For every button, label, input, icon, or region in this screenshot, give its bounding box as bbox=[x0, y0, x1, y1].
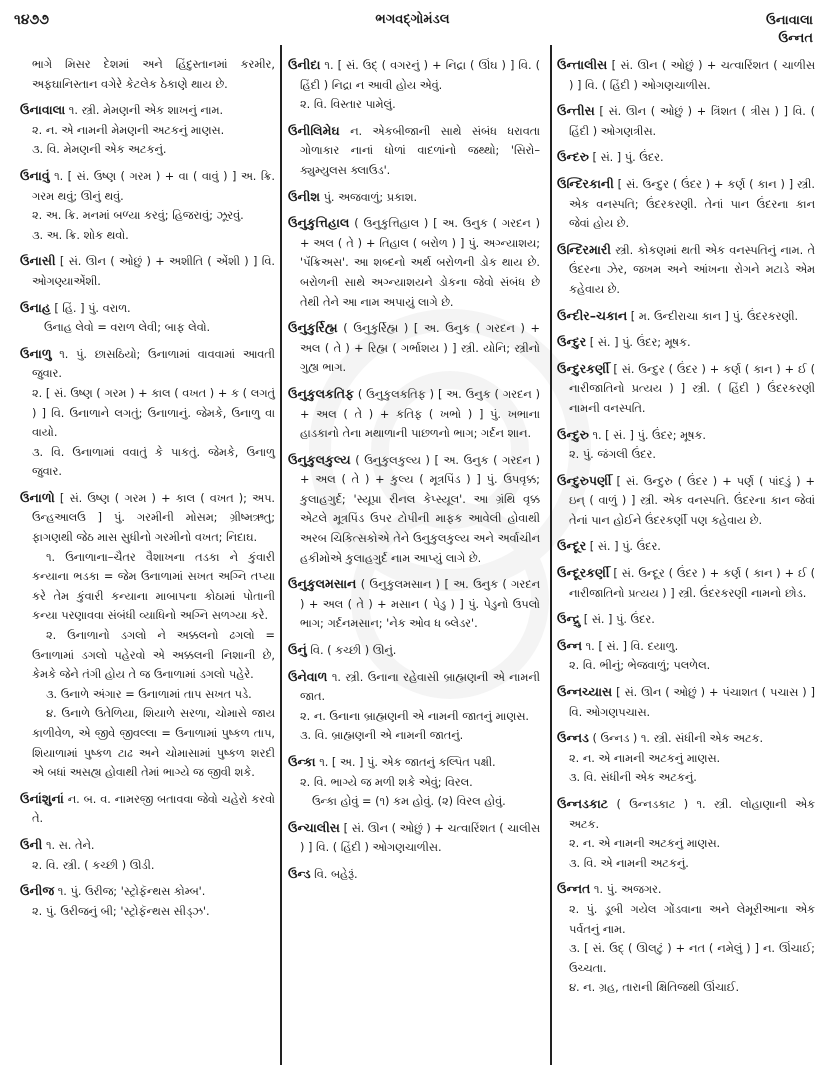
headword: ઉનુકુર્રિહ્મ bbox=[288, 320, 338, 336]
dictionary-entry bbox=[557, 794, 815, 873]
definition: [ સં. ] પું. ઉંદર. bbox=[589, 540, 661, 554]
dictionary-entry bbox=[20, 166, 275, 245]
dictionary-entry bbox=[288, 667, 540, 746]
proverb: ૧. ઉનાળાના–ચૈતર વૈશાખના તડકા ને કુંવારી કન્યાના ભડકા = જેમ ઉનાળામાં સખત અગ્નિ તપ્યા કરે તેમ કુંવારી કન્યાના માબાપના કોઠામાં પોતાની કન્યા પરણાવવા સંબંધી વ્યાધિનો અગ્નિ સળગ્યા કરે. bbox=[32, 550, 275, 623]
definition: ૧. સ્ત્રી. મેમણની એક શાખનું નામ. bbox=[68, 104, 224, 118]
definition: ભાગે મિસર દેશમાં અને હિંદુસ્તાનમાં કરમીર, અફઘાનિસ્તાન વગેરે કેટલેક ઠેકાણે થાય છે. bbox=[32, 58, 275, 91]
definition: [ સં. ઉષ્ણ ( ગરમ ) + કાલ ( વખત ); અપ. ઉન્હઆલઉ ] પું. ગરમીની મોસમ; ગ્રીષ્મઋતુ; ફાગણથી જેઠ માસ સુધીનો ગરમીનો વખત; નિદાઘ. bbox=[32, 491, 275, 545]
definition: ( ઉનુકુલમસાન ) [ અ. ઉનુક ( ગરદન ) + અલ ( તે ) + મસાન ( પેડુ ) ] પું. પેડુનો ઉપલો ભાગ; ગર્દનમસાન; 'નેક ઓવ ધ બ્લેડર'. bbox=[300, 578, 541, 631]
headword: ઉન્દરુ bbox=[557, 149, 589, 165]
proverb: ૩. ઉનાળે અંગાર = ઉનાળામાં તાપ સખત પડે. bbox=[46, 687, 252, 701]
headword: ઉનું bbox=[288, 642, 307, 658]
definition: ( ઉનુકુર્રિહ્મ ) [ અ. ઉનુક ( ગરદન ) + અલ ( તે ) + રિહ્મ ( ગર્ભાશય ) ] સ્ત્રી. યોનિ; સ્ત્રીનો ગુહ્ય ભાગ. bbox=[300, 322, 540, 375]
headword: ઉનીલિમેઘ bbox=[288, 122, 340, 138]
sense: ૨. ન. એ નામની અટકનું માણસ. bbox=[569, 751, 721, 765]
sense: ૨. વિ. વિસ્તાર પામેલું. bbox=[300, 98, 396, 112]
headword: ઉન્દુર bbox=[557, 334, 587, 350]
definition: [ સં. ] પું. ઉંદર. bbox=[583, 613, 655, 627]
headword: ઉનાવાલા bbox=[20, 102, 66, 118]
definition: ( ઉનુકુલકુલ્ય ) [ અ. ઉનુક ( ગરદન ) + અલ ( તે ) + કુલ્ય ( મૂત્રપિંડ ) ] પું. ઉપવૃક્ક; કુલાહગુર્દ; 'સ્યૂપ્રા રીનલ કેપ્સ્યૂલ'. આ ગ્રંથિ વૃક્ક એટલે મૂત્રપિંડ ઉપર ટોપીની માફક આવેલી હોવાથી અરબ ચિકિત્સકોએ તેને ઉનુકુલકુલ્ય અને અર્વાચીન હકીમોએ કુલાહગુર્દ નામ આપ્યું લાગે છે. bbox=[300, 453, 541, 565]
headword: ઉનુકુલમસાન bbox=[288, 576, 357, 592]
headword: ઉનુકુત્તિહાલ bbox=[288, 215, 350, 231]
sense: ૩. વિ. બ્રાહ્મણની એ નામની જાતનું. bbox=[300, 729, 464, 743]
guide-word-last: ઉન્નત bbox=[778, 31, 813, 46]
definition: [ મ. ઉન્દીરાચા કાન ] પું. ઉંદરકરણી. bbox=[630, 309, 799, 323]
headword: ઉન્દૂરકર્ણી bbox=[557, 565, 610, 581]
headword: ઉનુકુલકુલ્ય bbox=[288, 451, 351, 467]
headword: ઉનાવું bbox=[20, 167, 50, 183]
sense: ૩. અ. ક્રિ. શોક થવો. bbox=[32, 228, 129, 242]
dictionary-entry bbox=[288, 384, 540, 444]
sense: ૨. વિ. ભાગ્યે જ મળી શકે એવું; વિરલ. bbox=[300, 775, 473, 789]
headword: ઉનાળુ bbox=[20, 345, 52, 361]
headword: ઉન્નચ્યાસ bbox=[557, 684, 613, 700]
definition: [ સં. ઊન ( ઓછું ) + અશીતિ ( એંશી ) ] વિ. ઓગણ્યાએંશી. bbox=[32, 255, 275, 288]
definition: [ સં. ઉન્દૂર ( ઉંદર ) + કર્ણ ( કાન ) + ઈ ( નારીજાતિનો પ્રત્યય ) ] સ્ત્રી. ઉંદરકરણી નામનો છોડ. bbox=[569, 567, 815, 600]
proverb: ૪. ઉનાળે ઉતેળિયા, શિયાળે સરળા, ચોમાસે જાય કાળીવેળ, એ જીવે જીવલ્લા = ઉનાળામાં પુષ્કળ તાપ, શિયાળામાં પુષ્કળ ટાઢ અને ચોમાસામાં પુષ્કળ શરદી એ બધાં અસહ્ય હોવાથી તેમાં ભાગ્યે જ જીવી શકે. bbox=[32, 707, 275, 780]
dictionary-entry bbox=[557, 609, 815, 630]
definition: ૧. પું. છાસઠિયો; ઉનાળામાં વાવવામાં આવતી જુવાર. bbox=[32, 347, 275, 381]
dictionary-entry bbox=[20, 344, 275, 482]
dictionary-entry bbox=[288, 752, 540, 812]
sense: ૨. ન. ઉનાના બ્રાહ્મણની એ નામની જાતનું માણસ. bbox=[300, 709, 530, 723]
dictionary-entry bbox=[557, 359, 815, 419]
dictionary-entry bbox=[557, 332, 815, 353]
headword: ઉન્નત bbox=[557, 881, 591, 897]
proverb: ૨. ઉનાળાનો ડગલો ને અક્કલનો ઢગલો = ઉનાળામાં ડગલો પહેરવો એ અક્કલની નિશાની છે, કેમકે જેને તંગી હોય તે જ ઉનાળામાં ડગલો પહેરે. bbox=[32, 629, 275, 682]
headword: ઉનીજ bbox=[20, 883, 55, 899]
dictionary-entry bbox=[20, 298, 275, 338]
headword: ઉન્ન bbox=[557, 637, 583, 653]
dictionary-entry bbox=[557, 636, 815, 676]
headword: ઉનીદા bbox=[288, 57, 321, 72]
dictionary-entry bbox=[288, 213, 540, 312]
definition: [ સં. ઊન ( ઓછું ) + ચત્વારિંશત ( ચાલીસ ) ] વિ. ( હિંદી ) ઓગણચાળીસ. bbox=[300, 821, 541, 855]
headword: ઉન્દુરુ bbox=[557, 426, 589, 442]
sense: ૩. વિ. એ નામની અટકનું. bbox=[569, 856, 689, 870]
sense: ૩. [ સં. ઉદ્ ( ઊલટું ) + નત ( નમેલું ) ] ન. ઊંચાઈ; ઉચ્ચતા. bbox=[569, 942, 815, 975]
dictionary-entry bbox=[557, 174, 815, 234]
sense: ૪. ન. ગ્રહ, તારાની ક્ષિતિજથી ઊંચાઈ. bbox=[569, 981, 740, 995]
dictionary-entry bbox=[288, 318, 540, 378]
definition: ન. બ. વ. નામરજી બતાવવા જેવો ચહેરો કરવો તે. bbox=[32, 792, 275, 826]
dictionary-entry bbox=[20, 835, 275, 875]
page-number: ૧૪૭૭ bbox=[14, 12, 49, 28]
entry-continuation bbox=[20, 55, 275, 94]
definition: [ સં. ઊન ( ઓછું ) + ચત્વારિંશત ( ચાળીસ ) ] વિ. ( હિંદી ) ઓગણચાળીસ. bbox=[569, 59, 815, 92]
definition: [ હિં. ] પું. વરાળ. bbox=[54, 301, 131, 315]
dictionary-entry bbox=[288, 450, 540, 569]
definition: ૧. [ સં. ઉદ્ ( વગરનું ) + નિદ્રા ( ઊંઘ ) ] વિ. ( હિંદી ) નિદ્રા ન આવી હોય એવું. bbox=[300, 59, 540, 92]
idiom: ઉન્કા હોવું = (૧) કમ હોવું. (૨) વિરલ હોવું. bbox=[312, 795, 506, 809]
dictionary-entry bbox=[288, 574, 540, 634]
dictionary-entry bbox=[557, 147, 815, 168]
running-title: ભગવદ્ગોમંડલ bbox=[375, 12, 450, 27]
dictionary-entry bbox=[288, 864, 540, 885]
definition: [ સં. ઉન્દુર ( ઉંદર ) + કર્ણ ( કાન ) ] સ્ત્રી. એક વનસ્પતિ; ઉંદરકરણી. તેનાં પાન ઉંદરના કાન જેવાં હોય છે. bbox=[569, 177, 816, 231]
headword: ઉન્દીર–ચકાન bbox=[557, 307, 628, 323]
headword: ઉનુકુલકતિફ bbox=[288, 385, 354, 401]
sense: ૩. વિ. સંધીની એક અટકનું. bbox=[569, 771, 697, 785]
dictionary-columns bbox=[20, 55, 815, 1065]
dictionary-entry bbox=[288, 55, 540, 115]
definition: ૧. [ સં. ] વિ. દયાળુ. bbox=[585, 639, 679, 653]
page-header bbox=[0, 10, 825, 50]
sense: ૩. વિ. મેમણની એક અટકનું. bbox=[32, 143, 167, 157]
dictionary-entry bbox=[557, 682, 815, 722]
sense: ૨. પું. જંગલી ઉંદર. bbox=[569, 448, 656, 462]
dictionary-entry bbox=[557, 55, 815, 95]
column-1 bbox=[20, 55, 275, 1065]
definition: ( ઉન્નડકાટ ) ૧. સ્ત્રી. લોહાણાની એક અટક. bbox=[569, 798, 815, 831]
dictionary-entry bbox=[288, 187, 540, 208]
definition: ૧. [ સં. ] પું. ઉંદર; મૂષક. bbox=[592, 428, 706, 442]
headword: ઉન્દૂર bbox=[557, 538, 587, 554]
definition: ૧. સ્ત્રી. ઉનાના રહેવાસી બ્રાહ્મણની એ નામની જાત. bbox=[300, 670, 540, 704]
headword: ઉની bbox=[20, 836, 43, 852]
definition: સ્ત્રી. કોકણમાં થતી એક વનસ્પતિનું નામ. તે ઉંદરના ઝેર, જખમ અને આંખના રોગને મટાડે એમ કહેવાય છે. bbox=[569, 243, 815, 296]
sense: ૨. પું. ઉરીજનું બી; 'સ્ટ્રોફૅન્થસ સીડ્ઝ'. bbox=[32, 904, 210, 918]
headword: ઉન્દુરુપર્ણી bbox=[557, 472, 612, 488]
headword: ઉન્દુરકર્ણી bbox=[557, 360, 610, 376]
dictionary-entry bbox=[557, 563, 815, 603]
dictionary-entry bbox=[288, 818, 540, 858]
definition: ( ઉનુકુત્તિહાલ ) [ અ. ઉનુક ( ગરદન ) + અલ ( તે ) + તિહાલ ( બરોળ ) ] પું. અગ્ન્યાશય; 'પૅંક્રિઅસ'. આ શબ્દનો અર્થ બરોળની ડોક થાય છે. બરોળની સાથે અગ્ન્યાશયને ડોકના જેવો સંબંધ છે તેથી તેને આ નામ અપાયું લાગે છે. bbox=[300, 217, 540, 309]
headword: ઉનાંશુનાં bbox=[20, 790, 64, 806]
definition: [ સં. ] પું. ઉંદર. bbox=[592, 151, 664, 165]
definition: ૧. પું. ઉરીજ; 'સ્ટ્રોફૅન્થસ કોમ્બ'. bbox=[57, 885, 206, 899]
dictionary-entry bbox=[20, 251, 275, 291]
dictionary-entry bbox=[557, 101, 815, 141]
definition: વિ. બહેરૂં. bbox=[314, 867, 358, 881]
sense: ૨. વિ. સ્ત્રી. ( કચ્છી ) ઊડી. bbox=[32, 858, 155, 872]
sense: ૨. પું. ડૂબી ગયેલ ગોંડવાના અને લેમૂરીઆના એક પર્વતનું નામ. bbox=[569, 902, 815, 936]
headword: ઉનીશ bbox=[288, 188, 320, 204]
dictionary-entry bbox=[557, 728, 815, 788]
guide-word-first: ઉનાવાલા bbox=[766, 13, 813, 28]
idiom: ઉનાહ લેવો = વરાળ લેવી; બાફ લેવો. bbox=[44, 321, 211, 335]
definition: [ સં. ઊન ( ઓછું ) + પંચાશત ( પચાસ ) ] વિ. ઓગણપચાસ. bbox=[569, 686, 815, 719]
sense: ૨. [ સં. ઉષ્ણ ( ગરમ ) + કાલ ( વખત ) + ક ( લગતું ) ] વિ. ઉનાળાને લગતું; ઉનાળાનું. જેમકે, ઉનાળુ વા વાયો. bbox=[32, 386, 275, 440]
dictionary-entry bbox=[20, 881, 275, 921]
sense: ૨. અ. ક્રિ. મનમાં બળ્યા કરવું; હિજરાવું; ઝૂરવું. bbox=[32, 209, 244, 223]
headword: ઉન્ડ bbox=[288, 865, 311, 881]
headword: ઉન્નડ bbox=[557, 730, 589, 746]
headword: ઉન્દિરકાની bbox=[557, 175, 614, 191]
dictionary-entry bbox=[557, 240, 815, 300]
definition: વિ. ( કચ્છી ) ઊનું. bbox=[310, 644, 397, 658]
dictionary-entry bbox=[557, 879, 815, 998]
definition: ૧. સ. તેને. bbox=[45, 838, 95, 852]
guide-words bbox=[766, 12, 813, 48]
sense: ૨. ન. એ નામની મેમણની અટકનું માણસ. bbox=[32, 123, 225, 137]
definition: પું. અજવાળું; પ્રકાશ. bbox=[323, 190, 418, 204]
headword: ઉન્તીસ bbox=[557, 103, 595, 119]
headword: ઉનેવાળ bbox=[288, 668, 328, 684]
dictionary-entry bbox=[288, 121, 540, 181]
dictionary-entry bbox=[288, 640, 540, 661]
definition: [ સં. ઉન્દુરુ ( ઉંદર ) + પર્ણ ( પાંદડું ) + ઇન્ ( વાળું ) ] સ્ત્રી. એક વનસ્પતિ. ઉંદરના કાન જેવાં તેનાં પાન હોઈને ઉંદરકર્ણી પણ કહેવાય છે. bbox=[569, 474, 815, 527]
column-3 bbox=[557, 55, 815, 1065]
headword: ઉનાળો bbox=[20, 489, 55, 505]
dictionary-entry bbox=[20, 488, 275, 783]
headword: ઉન્તાલીસ bbox=[557, 57, 608, 72]
definition: ૧. [ સં. ઉષ્ણ ( ગરમ ) + વા ( વાવું ) ] અ. ક્રિ. ગરમ થવું; ઊનું થવું. bbox=[32, 169, 275, 203]
headword: ઉન્નડકાટ bbox=[557, 796, 609, 811]
headword: ઉનાહ bbox=[20, 299, 51, 315]
dictionary-entry bbox=[557, 306, 815, 327]
dictionary-entry bbox=[20, 789, 275, 829]
definition: [ સં. ઊન ( ઓછું ) + ત્રિંશત ( ત્રીસ ) ] વિ. ( હિંદી ) ઓગણત્રીસ. bbox=[569, 105, 815, 138]
headword: ઉનાસી bbox=[20, 253, 56, 269]
definition: [ સં. ઉન્દુર ( ઉંદર ) + કર્ણ ( કાન ) + ઈ ( નારીજાતિનો પ્રત્યય ) ] સ્ત્રી. ( હિંદી ) ઉંદરકરણી નામની વનસ્પતિ. bbox=[569, 362, 815, 415]
dictionary-entry bbox=[557, 425, 815, 465]
dictionary-entry bbox=[557, 536, 815, 557]
dictionary-entry bbox=[20, 100, 275, 160]
headword: ઉન્કા bbox=[288, 754, 316, 769]
headword: ઉન્ચાલીસ bbox=[288, 819, 340, 835]
definition: ( ઉનુકુલકતિફ ) [ અ. ઉનુક ( ગરદન ) + અલ ( તે ) + કતિફ ( ખભો ) ] પું. ખભાના હાડકાનો તેના મથાળાની પાછળનો ભાગ; ગર્દન શાન. bbox=[300, 387, 540, 441]
sense: ૨. ન. એ નામની અટકનું માણસ. bbox=[569, 837, 721, 851]
definition: ૧. [ અ. ] પું. એક જાતનું કલ્પિત પક્ષી. bbox=[319, 756, 496, 769]
definition: ન. એકબીજાની સાથે સંબંધ ધરાવતા ગોળાકાર નાનાં ધોળાં વાદળાંનો જથ્થો; 'સિરો–ક્યુમ્યુલસ ક્લાઉડ'. bbox=[300, 124, 540, 177]
headword: ઉન્દિરમારી bbox=[557, 241, 611, 257]
definition: ( ઉન્નડ ) ૧. સ્ત્રી. સંધીની એક અટક. bbox=[592, 732, 764, 746]
dictionary-entry bbox=[557, 471, 815, 531]
definition: [ સં. ] પું. ઉંદર; મૂષક. bbox=[589, 336, 691, 350]
column-2 bbox=[288, 55, 540, 1065]
headword: ઉન્દ્રુ bbox=[557, 611, 581, 627]
sense: ૩. વિ. ઉનાળામાં વવાતું કે પાકતું. જેમકે, ઉનાળુ જુવાર. bbox=[32, 445, 275, 479]
definition: ૧. પું. અજગર. bbox=[593, 883, 662, 897]
sense: ૨. વિ. ભીનું; ભેજવાળું; પલળેલ. bbox=[569, 659, 711, 673]
